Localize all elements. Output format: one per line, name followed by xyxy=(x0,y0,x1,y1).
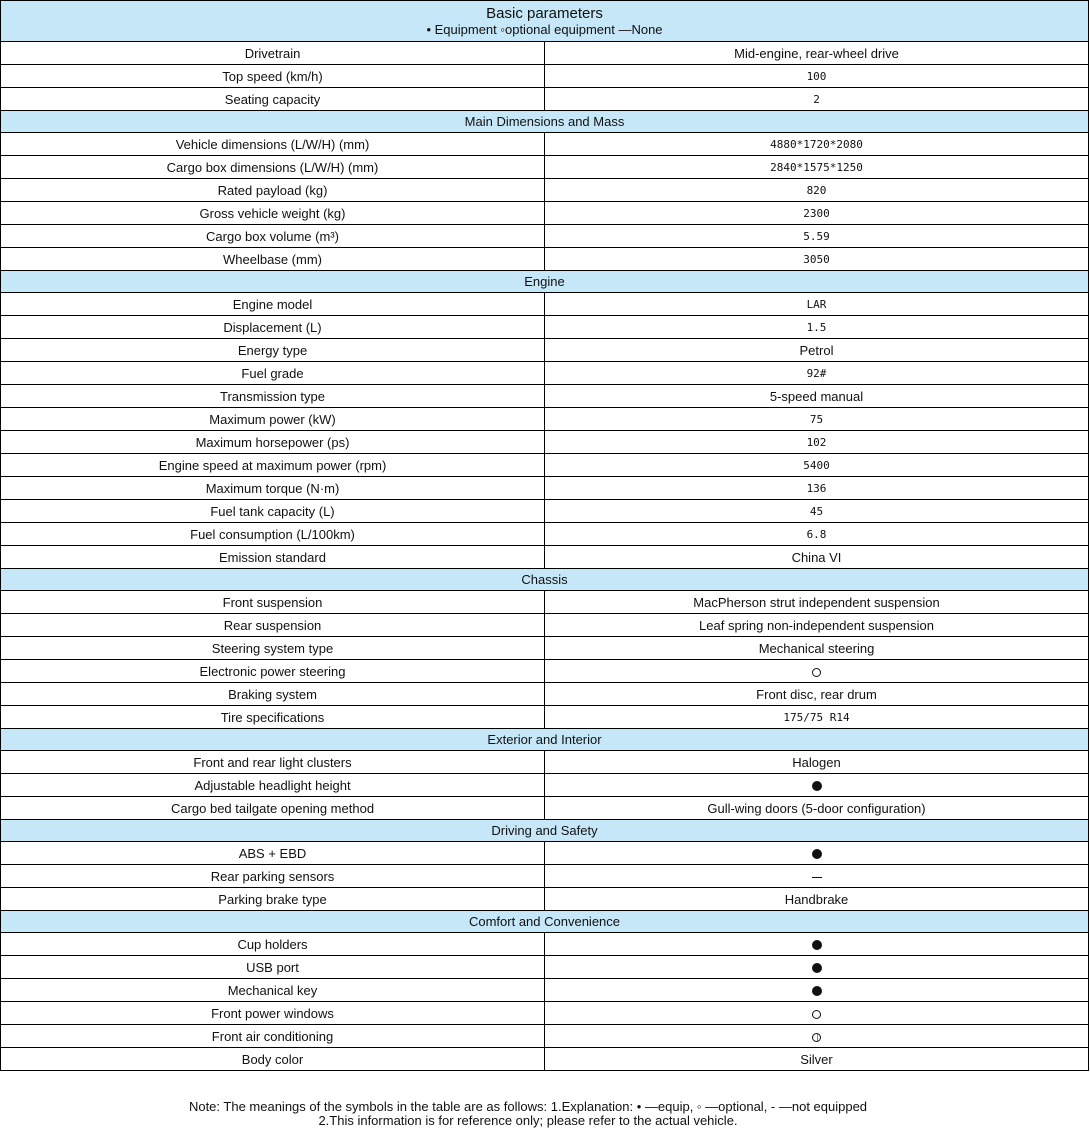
equipped-dot-icon xyxy=(812,986,822,996)
spec-row xyxy=(1,956,1089,979)
spec-row xyxy=(1,933,1089,956)
spec-value xyxy=(545,933,1089,956)
spec-row xyxy=(1,660,1089,683)
spec-value xyxy=(545,1002,1089,1025)
section-title: Driving and Safety xyxy=(1,820,1089,842)
section-header-row xyxy=(1,569,1089,591)
footnote-line-1: Note: The meanings of the symbols in the table are as follows: 1.Explanation: • —equip, ◦ —optional, - —not equipped xyxy=(188,1099,868,1114)
spec-label: Electronic power steering xyxy=(1,660,545,683)
spec-row xyxy=(1,683,1089,706)
spec-row xyxy=(1,179,1089,202)
spec-value: 175/75 R14 xyxy=(545,706,1089,729)
spec-label: ABS + EBD xyxy=(1,842,545,865)
spec-label: Front air conditioning xyxy=(1,1025,545,1048)
spec-label: Front and rear light clusters xyxy=(1,751,545,774)
section-header-row xyxy=(1,911,1089,933)
spec-row xyxy=(1,500,1089,523)
spec-value: 3050 xyxy=(545,248,1089,271)
spec-value: 4880*1720*2080 xyxy=(545,133,1089,156)
optional-circle-icon xyxy=(812,1010,821,1019)
spec-value: 136 xyxy=(545,477,1089,500)
section-title: Engine xyxy=(1,271,1089,293)
spec-value: 5-speed manual xyxy=(545,385,1089,408)
spec-label: Cargo box dimensions (L/W/H) (mm) xyxy=(1,156,545,179)
equipped-dot-icon xyxy=(812,940,822,950)
spec-label: Maximum horsepower (ps) xyxy=(1,431,545,454)
spec-label: Adjustable headlight height xyxy=(1,774,545,797)
spec-label: Engine model xyxy=(1,293,545,316)
spec-row xyxy=(1,1048,1089,1071)
spec-label: Cup holders xyxy=(1,933,545,956)
spec-value xyxy=(545,865,1089,888)
spec-label: Fuel consumption (L/100km) xyxy=(1,523,545,546)
spec-value: 5.59 xyxy=(545,225,1089,248)
section-header-row xyxy=(1,271,1089,293)
spec-label: USB port xyxy=(1,956,545,979)
spec-row xyxy=(1,591,1089,614)
spec-row xyxy=(1,637,1089,660)
table-title: Basic parameters xyxy=(486,5,603,22)
spec-value: LAR xyxy=(545,293,1089,316)
optional-circle-icon xyxy=(812,668,821,677)
section-header-row xyxy=(1,111,1089,133)
spec-value: Handbrake xyxy=(545,888,1089,911)
spec-label: Drivetrain xyxy=(1,42,545,65)
spec-row xyxy=(1,888,1089,911)
spec-value: 6.8 xyxy=(545,523,1089,546)
section-title: Chassis xyxy=(1,569,1089,591)
spec-value: Mechanical steering xyxy=(545,637,1089,660)
spec-value: 2300 xyxy=(545,202,1089,225)
spec-label: Maximum torque (N·m) xyxy=(1,477,545,500)
spec-row xyxy=(1,774,1089,797)
spec-row xyxy=(1,133,1089,156)
spec-label: Engine speed at maximum power (rpm) xyxy=(1,454,545,477)
spec-label: Fuel grade xyxy=(1,362,545,385)
section-header-row xyxy=(1,729,1089,751)
spec-label: Displacement (L) xyxy=(1,316,545,339)
spec-value: 1.5 xyxy=(545,316,1089,339)
spec-row xyxy=(1,385,1089,408)
spec-row xyxy=(1,42,1089,65)
spec-label: Steering system type xyxy=(1,637,545,660)
spec-label: Top speed (km/h) xyxy=(1,65,545,88)
spec-row xyxy=(1,156,1089,179)
spec-label: Maximum power (kW) xyxy=(1,408,545,431)
section-title: Main Dimensions and Mass xyxy=(1,111,1089,133)
spec-label: Rear parking sensors xyxy=(1,865,545,888)
spec-label: Braking system xyxy=(1,683,545,706)
spec-value: Front disc, rear drum xyxy=(545,683,1089,706)
spec-label: Transmission type xyxy=(1,385,545,408)
spec-value xyxy=(545,1025,1089,1048)
spec-row xyxy=(1,88,1089,111)
spec-label: Energy type xyxy=(1,339,545,362)
spec-label: Wheelbase (mm) xyxy=(1,248,545,271)
spec-label: Rated payload (kg) xyxy=(1,179,545,202)
spec-row xyxy=(1,454,1089,477)
spec-value: Gull-wing doors (5-door configuration) xyxy=(545,797,1089,820)
partial-circle-icon xyxy=(812,1033,821,1042)
spec-row xyxy=(1,842,1089,865)
spec-value: 102 xyxy=(545,431,1089,454)
spec-row xyxy=(1,523,1089,546)
footnote-line-2: 2.This information is for reference only; please refer to the actual vehicle. xyxy=(318,1113,738,1128)
spec-value: Petrol xyxy=(545,339,1089,362)
spec-value: 5400 xyxy=(545,454,1089,477)
spec-label: Cargo bed tailgate opening method xyxy=(1,797,545,820)
equipped-dot-icon xyxy=(812,963,822,973)
section-title: Comfort and Convenience xyxy=(1,911,1089,933)
spec-row xyxy=(1,65,1089,88)
spec-value xyxy=(545,774,1089,797)
spec-label: Front power windows xyxy=(1,1002,545,1025)
section-header-row xyxy=(1,820,1089,842)
table-header-cell xyxy=(1,1,1089,42)
spec-row xyxy=(1,248,1089,271)
spec-row xyxy=(1,751,1089,774)
spec-row xyxy=(1,339,1089,362)
spec-row xyxy=(1,202,1089,225)
spec-value: 92# xyxy=(545,362,1089,385)
spec-label: Seating capacity xyxy=(1,88,545,111)
equipped-dot-icon xyxy=(812,781,822,791)
spec-value: MacPherson strut independent suspension xyxy=(545,591,1089,614)
spec-value: 2 xyxy=(545,88,1089,111)
footnote xyxy=(0,1100,1056,1128)
spec-row xyxy=(1,1025,1089,1048)
symbol-legend: • Equipment ◦optional equipment —None xyxy=(426,22,663,37)
spec-label: Vehicle dimensions (L/W/H) (mm) xyxy=(1,133,545,156)
spec-row xyxy=(1,431,1089,454)
spec-row xyxy=(1,614,1089,637)
not-equipped-dash-icon xyxy=(812,877,822,878)
spec-label: Mechanical key xyxy=(1,979,545,1002)
spec-row xyxy=(1,408,1089,431)
spec-value: 100 xyxy=(545,65,1089,88)
spec-label: Front suspension xyxy=(1,591,545,614)
spec-row xyxy=(1,865,1089,888)
spec-label: Parking brake type xyxy=(1,888,545,911)
spec-value xyxy=(545,660,1089,683)
spec-label: Body color xyxy=(1,1048,545,1071)
spec-label: Gross vehicle weight (kg) xyxy=(1,202,545,225)
spec-row xyxy=(1,979,1089,1002)
spec-value: Leaf spring non-independent suspension xyxy=(545,614,1089,637)
spec-label: Fuel tank capacity (L) xyxy=(1,500,545,523)
spec-value xyxy=(545,956,1089,979)
spec-row xyxy=(1,797,1089,820)
equipped-dot-icon xyxy=(812,849,822,859)
spec-value: 820 xyxy=(545,179,1089,202)
spec-value: 2840*1575*1250 xyxy=(545,156,1089,179)
spec-label: Emission standard xyxy=(1,546,545,569)
spec-row xyxy=(1,293,1089,316)
spec-value: Silver xyxy=(545,1048,1089,1071)
spec-value: 45 xyxy=(545,500,1089,523)
spec-label: Cargo box volume (m³) xyxy=(1,225,545,248)
spec-label: Tire specifications xyxy=(1,706,545,729)
spec-row xyxy=(1,316,1089,339)
spec-value: China VI xyxy=(545,546,1089,569)
spec-row xyxy=(1,362,1089,385)
spec-row xyxy=(1,225,1089,248)
spec-value: Mid-engine, rear-wheel drive xyxy=(545,42,1089,65)
spec-row xyxy=(1,1002,1089,1025)
spec-row xyxy=(1,477,1089,500)
spec-value: Halogen xyxy=(545,751,1089,774)
spec-value xyxy=(545,842,1089,865)
spec-value: 75 xyxy=(545,408,1089,431)
spec-row xyxy=(1,546,1089,569)
section-title: Exterior and Interior xyxy=(1,729,1089,751)
spec-row xyxy=(1,706,1089,729)
spec-label: Rear suspension xyxy=(1,614,545,637)
spec-value xyxy=(545,979,1089,1002)
table-header-row xyxy=(1,1,1089,42)
spec-table-body xyxy=(1,1,1089,1071)
